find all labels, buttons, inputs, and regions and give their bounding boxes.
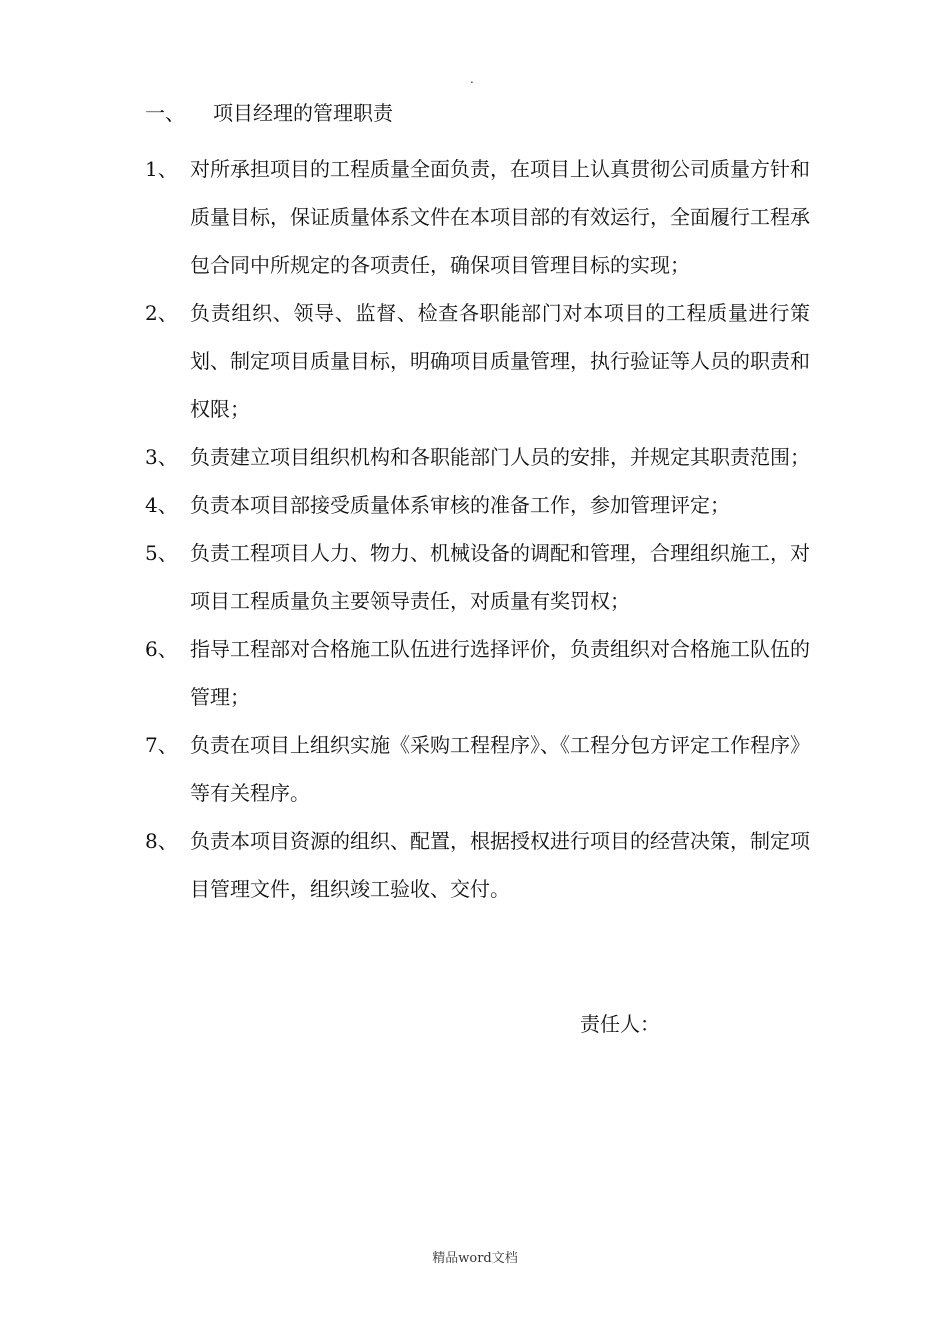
section-heading [145, 97, 393, 129]
duty-item-5 [145, 529, 815, 625]
duty-item-2 [145, 289, 815, 433]
duty-number: 1、 [145, 157, 178, 181]
duty-number: 7、 [145, 733, 178, 757]
duty-item-6 [145, 625, 815, 721]
page-footer: 精品word文档 [432, 1251, 518, 1266]
signature-label: 责任人： [580, 1012, 660, 1036]
duty-text: 负责工程项目人力、物力、机械设备的调配和管理，合理组织施工，对项目工程质量负主要领导责任，对质量有奖罚权； [190, 541, 810, 613]
duty-item-1 [145, 145, 815, 289]
header-dot: . [470, 72, 474, 86]
duty-text: 负责建立项目组织机构和各职能部门人员的安排，并规定其职责范围； [190, 445, 810, 469]
section-number: 一、 [145, 101, 185, 125]
duty-item-7 [145, 721, 815, 817]
duty-number: 2、 [145, 301, 178, 325]
section-title: 项目经理的管理职责 [213, 101, 393, 125]
duty-item-4 [145, 481, 815, 529]
duty-text: 负责在项目上组织实施《采购工程程序》、《工程分包方评定工作程序》等有关程序。 [190, 733, 810, 805]
duty-text: 负责本项目部接受质量体系审核的准备工作，参加管理评定； [190, 493, 730, 517]
duty-number: 5、 [145, 541, 178, 565]
duty-number: 3、 [145, 445, 178, 469]
duty-list [145, 145, 815, 913]
duty-item-8 [145, 817, 815, 913]
duty-item-3 [145, 433, 815, 481]
duty-text: 负责本项目资源的组织、配置，根据授权进行项目的经营决策，制定项目管理文件，组织竣工验收、交付。 [190, 829, 810, 901]
duty-number: 6、 [145, 637, 178, 661]
duty-number: 4、 [145, 493, 178, 517]
duty-text: 指导工程部对合格施工队伍进行选择评价，负责组织对合格施工队伍的管理； [190, 637, 810, 709]
duty-text: 负责组织、领导、监督、检查各职能部门对本项目的工程质量进行策划、制定项目质量目标，明确项目质量管理，执行验证等人员的职责和权限； [190, 301, 810, 421]
duty-text: 对所承担项目的工程质量全面负责，在项目上认真贯彻公司质量方针和质量目标，保证质量体系文件在本项目部的有效运行，全面履行工程承包合同中所规定的各项责任，确保项目管理目标的实现； [190, 157, 810, 277]
duty-number: 8、 [145, 829, 178, 853]
